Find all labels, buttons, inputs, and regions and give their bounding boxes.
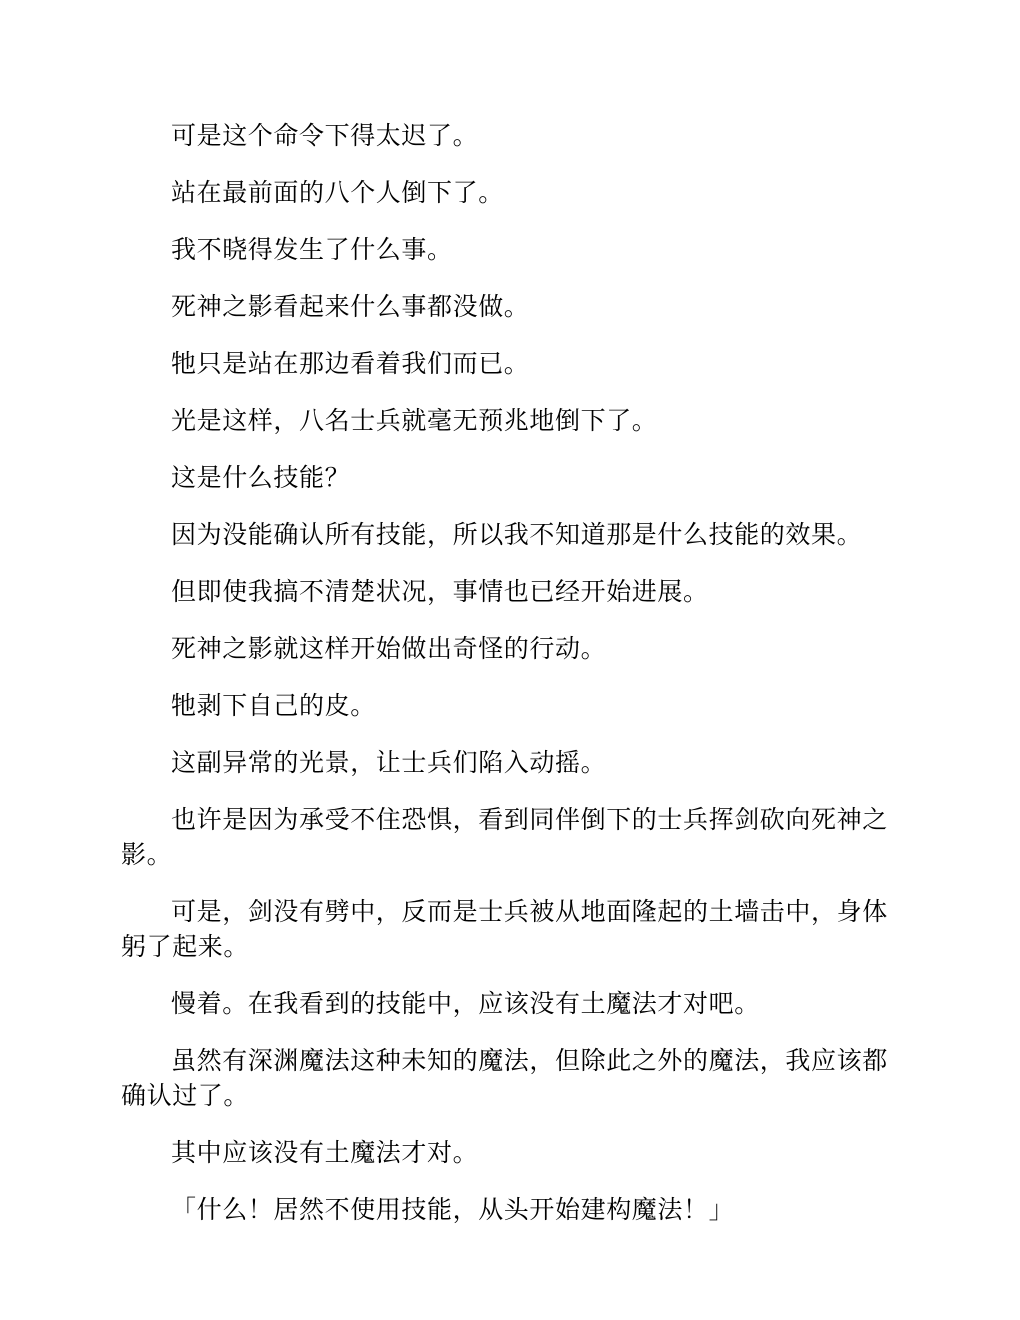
paragraph: 牠只是站在那边看着我们而已。 [171,349,530,378]
paragraph: 站在最前面的八个人倒下了。 [171,178,504,207]
paragraph: 「什么！居然不使用技能，从头开始建构魔法！」 [171,1195,735,1224]
paragraph: 我不晓得发生了什么事。 [171,235,453,264]
paragraph: 慢着。在我看到的技能中，应该没有土魔法才对吧。 [171,989,760,1018]
paragraph: 光是这样，八名士兵就毫无预兆地倒下了。 [171,406,658,435]
paragraph: 也许是因为承受不住恐惧，看到同伴倒下的士兵挥剑砍向死神之影。 [121,805,888,869]
paragraph: 这副异常的光景，让士兵们陷入动摇。 [171,748,607,777]
paragraph: 牠剥下自己的皮。 [171,691,376,720]
paragraph: 可是，剑没有劈中，反而是士兵被从地面隆起的土墙击中，身体躬了起来。 [121,897,888,961]
paragraph: 但即使我搞不清楚状况，事情也已经开始进展。 [171,577,709,606]
paragraph: 死神之影就这样开始做出奇怪的行动。 [171,634,607,663]
paragraph: 可是这个命令下得太迟了。 [171,121,479,150]
text-body [121,118,901,1249]
paragraph: 因为没能确认所有技能，所以我不知道那是什么技能的效果。 [171,520,863,549]
paragraph: 这是什么技能？ [171,463,351,492]
paragraph: 其中应该没有土魔法才对。 [171,1138,479,1167]
paragraph: 虽然有深渊魔法这种未知的魔法，但除此之外的魔法，我应该都确认过了。 [121,1046,888,1110]
paragraph: 死神之影看起来什么事都没做。 [171,292,530,321]
